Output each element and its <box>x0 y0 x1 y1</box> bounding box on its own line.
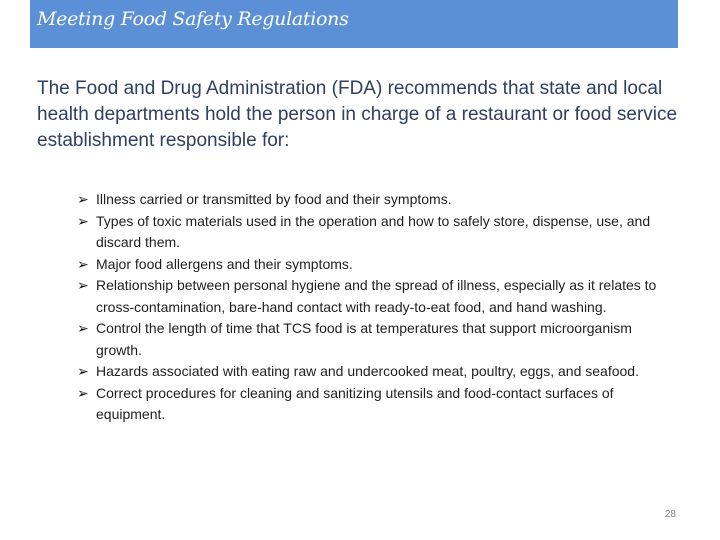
slide-title: Meeting Food Safety Regulations <box>37 8 349 30</box>
bullet-list <box>77 189 677 426</box>
bullet-text: Correct procedures for cleaning and sanitizing utensils and food-contact surfaces of equipment. <box>96 384 614 422</box>
bullet-text: Major food allergens and their symptoms. <box>96 255 353 272</box>
bullet-text: Hazards associated with eating raw and undercooked meat, poultry, eggs, and seafood. <box>96 363 639 379</box>
bullet-text: Illness carried or transmitted by food and their symptoms. <box>96 191 452 207</box>
list-item <box>77 361 677 383</box>
arrow-bullet-icon: ➢ <box>77 384 89 401</box>
arrow-bullet-icon: ➢ <box>77 277 89 293</box>
title-bar <box>30 0 678 48</box>
list-item <box>77 318 677 361</box>
bullet-text: Relationship between personal hygiene and the spread of illness, especially as it relates to cross-contamination, bare-hand contact with ready-to-eat food, and hand washing. <box>96 277 657 315</box>
list-item <box>77 211 677 254</box>
list-item <box>77 275 677 318</box>
intro-paragraph: The Food and Drug Administration (FDA) recommends that state and local health departments hold the person in charge of a restaurant or food service establishment responsible for: <box>37 78 678 151</box>
arrow-bullet-icon: ➢ <box>77 191 89 207</box>
arrow-bullet-icon: ➢ <box>77 363 89 379</box>
bullet-text: Types of toxic materials used in the operation and how to safely store, dispense, use, and discard them. <box>96 212 651 250</box>
list-item <box>77 383 677 426</box>
page-number: 28 <box>664 509 676 520</box>
list-item <box>77 254 677 276</box>
list-item <box>77 189 677 211</box>
arrow-bullet-icon: ➢ <box>77 320 89 336</box>
arrow-bullet-icon: ➢ <box>77 212 89 229</box>
bullet-text: Control the length of time that TCS food is at temperatures that support microorganism growth. <box>96 320 632 358</box>
arrow-bullet-icon: ➢ <box>77 255 89 272</box>
